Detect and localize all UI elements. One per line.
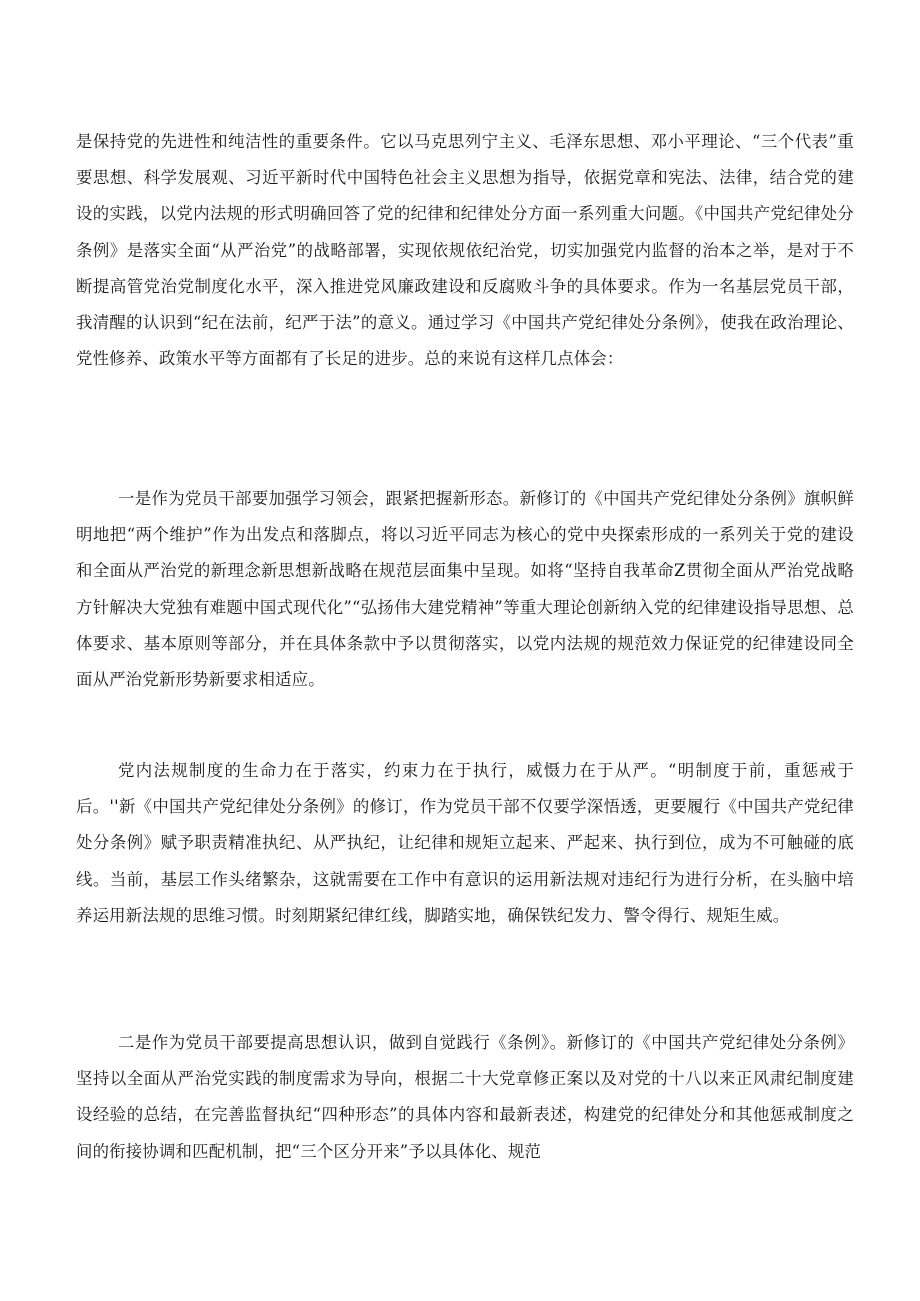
paragraph-intro: 是保持党的先进性和纯洁性的重要条件。它以马克思列宁主义、毛泽东思想、邓小平理论、“三个代表”重要思想、科学发展观、习近平新时代中国特色社会主义思想为指导，依据党章和宪法、法律，结合党的建设的实践，以党内法规的形式明确回答了党的纪律和纪律处分方面一系列重大问题。《中国共产党纪律处分条例》是落实全面“从严治党”的战略部署，实现依规依纪治党，切实加强党内监督的治本之举，是对于不断提高管党治党制度化水平，深入推进党风廉政建设和反腐败斗争的具体要求。作为一名基层党员干部，我清醒的认识到“纪在法前，纪严于法”的意义。通过学习《中国共产党纪律处分条例》，使我在政治理论、党性修养、政策水平等方面都有了长足的进步。总的来说有这样几点体会： <box>76 132 854 369</box>
paragraph-implementation: 党内法规制度的生命力在于落实，约束力在于执行，威慑力在于从严。“明制度于前，重惩戒于后。''新《中国共产党纪律处分条例》的修订，作为党员干部不仅要学深悟透，更要履行《中国共产党纪律处分条例》赋予职责精准执纪、从严执纪，让纪律和规矩立起来、严起来、执行到位，成为不可触碰的底线。当前，基层工作头绪繁杂，这就需要在工作中有意识的运用新法规对违纪行为进行分析，在头脑中培养运用新法规的思维习惯。时刻期紧纪律红线，脚踏实地，确保铁纪发力、警令得行、规矩生威。 <box>76 761 854 925</box>
paragraph-point-two: 二是作为党员干部要提高思想认识，做到自觉践行《条例》。新修订的《中国共产党纪律处分条例》坚持以全面从严治党实践的制度需求为导向，根据二十大党章修正案以及对党的十八以来正风肃纪制度建设经验的总结，在完善监督执纪“四种形态”的具体内容和最新表述，构建党的纪律处分和其他惩戒制度之间的衔接协调和匹配机制，把“三个区分开来”予以具体化、规范 <box>76 1033 854 1161</box>
paragraph-point-one: 一是作为党员干部要加强学习领会，跟紧把握新形态。新修订的《中国共产党纪律处分条例》旗帜鲜明地把“两个维护”作为出发点和落脚点，将以习近平同志为核心的党中央探索形成的一系列关于党的建设和全面从严治党的新理念新思想新战略在规范层面集中呈现。如将“坚持自我革命Z贯彻全面从严治党战略方针解决大党独有难题中国式现代化”“弘扬伟大建党精神”等重大理论创新纳入党的纪律建设指导思想、总体要求、基本原则等部分，并在具体条款中予以贯彻落实，以党内法规的规范效力保证党的纪律建设同全面从严治党新形势新要求相适应。 <box>76 489 854 690</box>
